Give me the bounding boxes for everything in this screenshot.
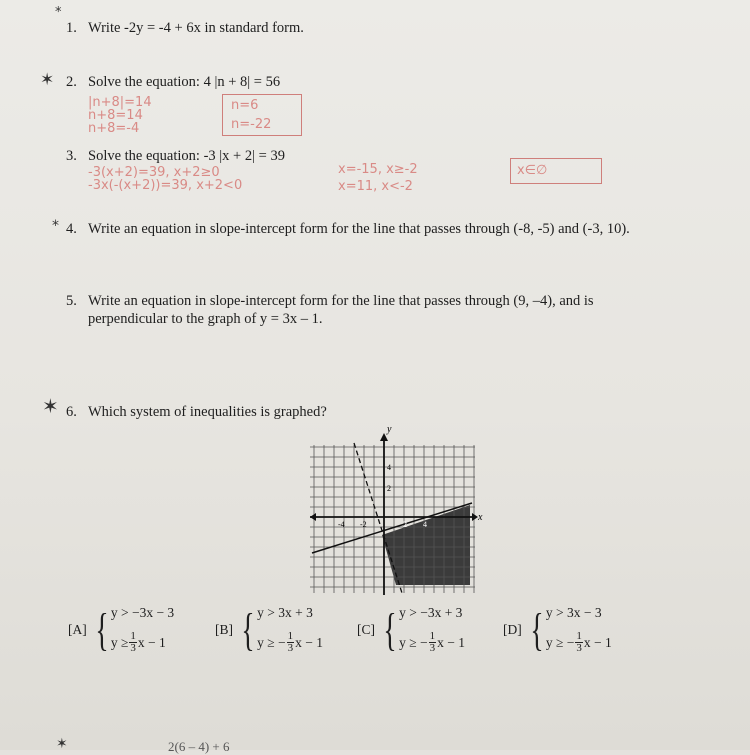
star-mark-1: * — [55, 5, 62, 20]
inequality-graph — [310, 425, 490, 601]
question-4: 4. Write an equation in slope-intercept form for the line that passes through (-8, -5) and (-3, 10). — [66, 221, 630, 237]
question-6: 6. Which system of inequalities is graphed? — [66, 404, 327, 420]
question-3: 3. Solve the equation: -3 |x + 2| = 39 — [66, 148, 285, 164]
q3-handwritten-work: -3(x+2)=39, x+2≥0 -3x(-(x+2))=39, x+2<0 — [88, 165, 243, 193]
answer-choice-c[interactable]: [C] { y > −3x + 3 y ≥ − $\frac{1}{3}$ x − 1 — [357, 603, 465, 655]
question-5: 5. Write an equation in slope-intercept form for the line that passes through (9, –4), and is — [66, 293, 594, 309]
tick-label-x-2: -2 — [360, 520, 367, 529]
bottom-fragment: 2(6 – 4) + 6 — [168, 739, 230, 754]
brace-icon: { — [383, 603, 397, 655]
tick-label-x-4: -4 — [338, 520, 345, 529]
star-mark-7: ✶ — [56, 736, 68, 752]
tick-label-y4: 4 — [387, 463, 391, 472]
question-2: 2. Solve the equation: 4 |n + 8| = 56 — [66, 74, 281, 90]
answer-choice-b[interactable]: [B] { y > 3x + 3 y ≥ − $\frac{1}{3}$ x − 1 — [215, 603, 323, 655]
axis-label-x: x — [478, 512, 483, 523]
question-5-line-2: perpendicular to the graph of y = 3x – 1. — [88, 311, 323, 327]
q2-handwritten-work: |n+8|=14 n+8=14 n+8=-4 — [88, 95, 152, 136]
answer-choice-a[interactable]: [A] { y > −3x − 3 y ≥ $\frac{1}{3}$ x − 1 — [68, 603, 175, 655]
tick-label-y2: 2 — [387, 484, 391, 493]
x-axis-arrow-left-icon — [310, 513, 316, 521]
answer-choice-d[interactable]: [D] { y > 3x − 3 y ≥ − $\frac{1}{3}$ x − 1 — [503, 603, 612, 655]
q3-boxed-answer: x∈∅ — [510, 158, 602, 184]
q3-handwritten-cases: x=-15, x≥-2 x=11, x<-2 — [338, 162, 418, 194]
star-mark-2: ✶ — [40, 70, 55, 90]
question-1: 1. Write -2y = -4 + 6x in standard form. — [66, 20, 304, 36]
star-mark-6: ✶ — [42, 394, 59, 418]
tick-label-x2: 2 — [403, 520, 407, 529]
brace-icon: { — [241, 603, 255, 655]
axis-label-y: y — [387, 425, 392, 435]
tick-label-x4: 4 — [423, 520, 427, 529]
q2-boxed-answer: n=6 n=-22 — [222, 94, 302, 136]
brace-icon: { — [530, 603, 544, 655]
star-mark-4: * — [52, 218, 59, 234]
brace-icon: { — [95, 603, 109, 655]
